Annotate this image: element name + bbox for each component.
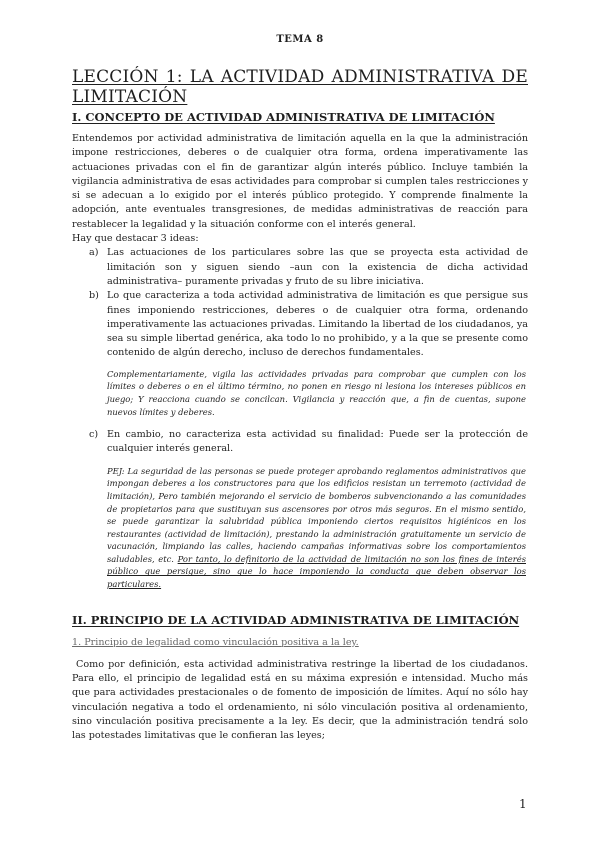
section-2-paragraph: Como por definición, esta actividad administrativa restringe la libertad de los ciudadanos. Para ello, el principio de legalidad está en su máxima expresión e intensidad. Mucho más que para actividades prestacionales o de fomento de imposición de límites. Aquí no sólo hay vinculación negativa a todo el ordenamiento, ni sólo vinculación positiva al ordenamiento, sino vinculación positiva precisamente a la ley. Es decir, que la administración tendrá solo las potestades limitativas que le confieran las leyes;: [72, 658, 528, 742]
section-2-subheading: 1. Principio de legalidad como vinculación positiva a la ley.: [72, 636, 359, 648]
ideas-intro: Hay que destacar 3 ideas:: [72, 233, 199, 245]
list-item: [89, 428, 528, 457]
ideas-list: [72, 246, 528, 360]
lesson-title: LECCIÓN 1: LA ACTIVIDAD ADMINISTRATIVA DE LIMITACIÓN: [72, 67, 528, 107]
section-1-heading: I. CONCEPTO DE ACTIVIDAD ADMINISTRATIVA DE LIMITACIÓN: [72, 110, 495, 124]
list-item: [89, 289, 528, 360]
section-2-heading: II. PRINCIPIO DE LA ACTIVIDAD ADMINISTRATIVA DE LIMITACIÓN: [72, 612, 520, 627]
page-number: 1: [519, 797, 527, 811]
list-item-text: Lo que caracteriza a toda actividad administrativa de limitación es que persigue sus fines imponiendo restricciones, deberes o de cualquier otra forma, ordenando imperativamente las actuaciones privadas. Limitando la libertad de los ciudadanos, ya sea su simple libertad genérica, aka todo lo no prohibido, y a la que se presente como contenido de algún derecho, incluso de derechos fundamentales.: [107, 290, 528, 359]
topic-header: TEMA 8: [276, 34, 324, 45]
ideas-list-continued: [72, 428, 528, 457]
list-marker: c): [89, 429, 99, 441]
note-example-underlined: Por tanto, lo definitorio de la actividad de limitación no son los fines de interés público que persigue, sino que lo hace imponiendo la conducta que deben observar los particulares.: [107, 553, 526, 590]
section-1-paragraph: Entendemos por actividad administrativa de limitación aquella en la que la administración impone restricciones, deberes o de cualquier otra forma, ordena imperativamente las actuaciones privadas con el fin de garantizar algún interés público. Incluye también la vigilancia administrativa de esas actividades para comprobar si cumplen tales restricciones y si se adecuan a lo exigido por el interés público protegido. Y comprende finalmente la adopción, ante eventuales transgresiones, de medidas administrativas de reacción para restablecer la legalidad y la situación conforme con el interés general.: [72, 133, 528, 230]
note-complementary: Complementariamente, vigila las actividades privadas para comprobar que cumplen con los límites o deberes o en el último término, no ponen en riesgo ni lesiona los intereses públicos en juego; Y reacciona cuando se concilcan. Vigilancia y reacción que, a fin de cuentas, supone nuevos límites y deberes.: [107, 368, 526, 417]
list-marker: a): [89, 247, 99, 259]
list-marker: b): [89, 290, 99, 302]
note-example: [107, 465, 528, 591]
note-example-text: PEJ: La seguridad de las personas se puede proteger aprobando reglamentos administrativos que impongan deberes a los constructores para que los edificios resistan un terremoto (actividad de limitación), Pero también mejorando el servicio de bomberos subvencionando a las comunidades de propietarios para que sustituyan sus ascensores por otros más seguros. En el mismo sentido, se puede garantizar la salubridad pública imponiendo ciertos requisitos higiénicos en los restaurantes (actividad de limitación), prestando la administración gratuitamente un servicio de vacunación, limpiando las calles, haciendo campañas informativas sobre los comportamientos saludables, etc.: [107, 465, 526, 564]
list-item-text: En cambio, no caracteriza esta actividad su finalidad: Puede ser la protección de cualquier interés general.: [107, 429, 528, 455]
list-item-text: Las actuaciones de los particulares sobre las que se proyecta esta actividad de limitación son y siguen siendo –aun con la existencia de dicha actividad administrativa– puramente privadas y fruto de su libre iniciativa.: [107, 247, 528, 287]
list-item: [89, 246, 528, 289]
